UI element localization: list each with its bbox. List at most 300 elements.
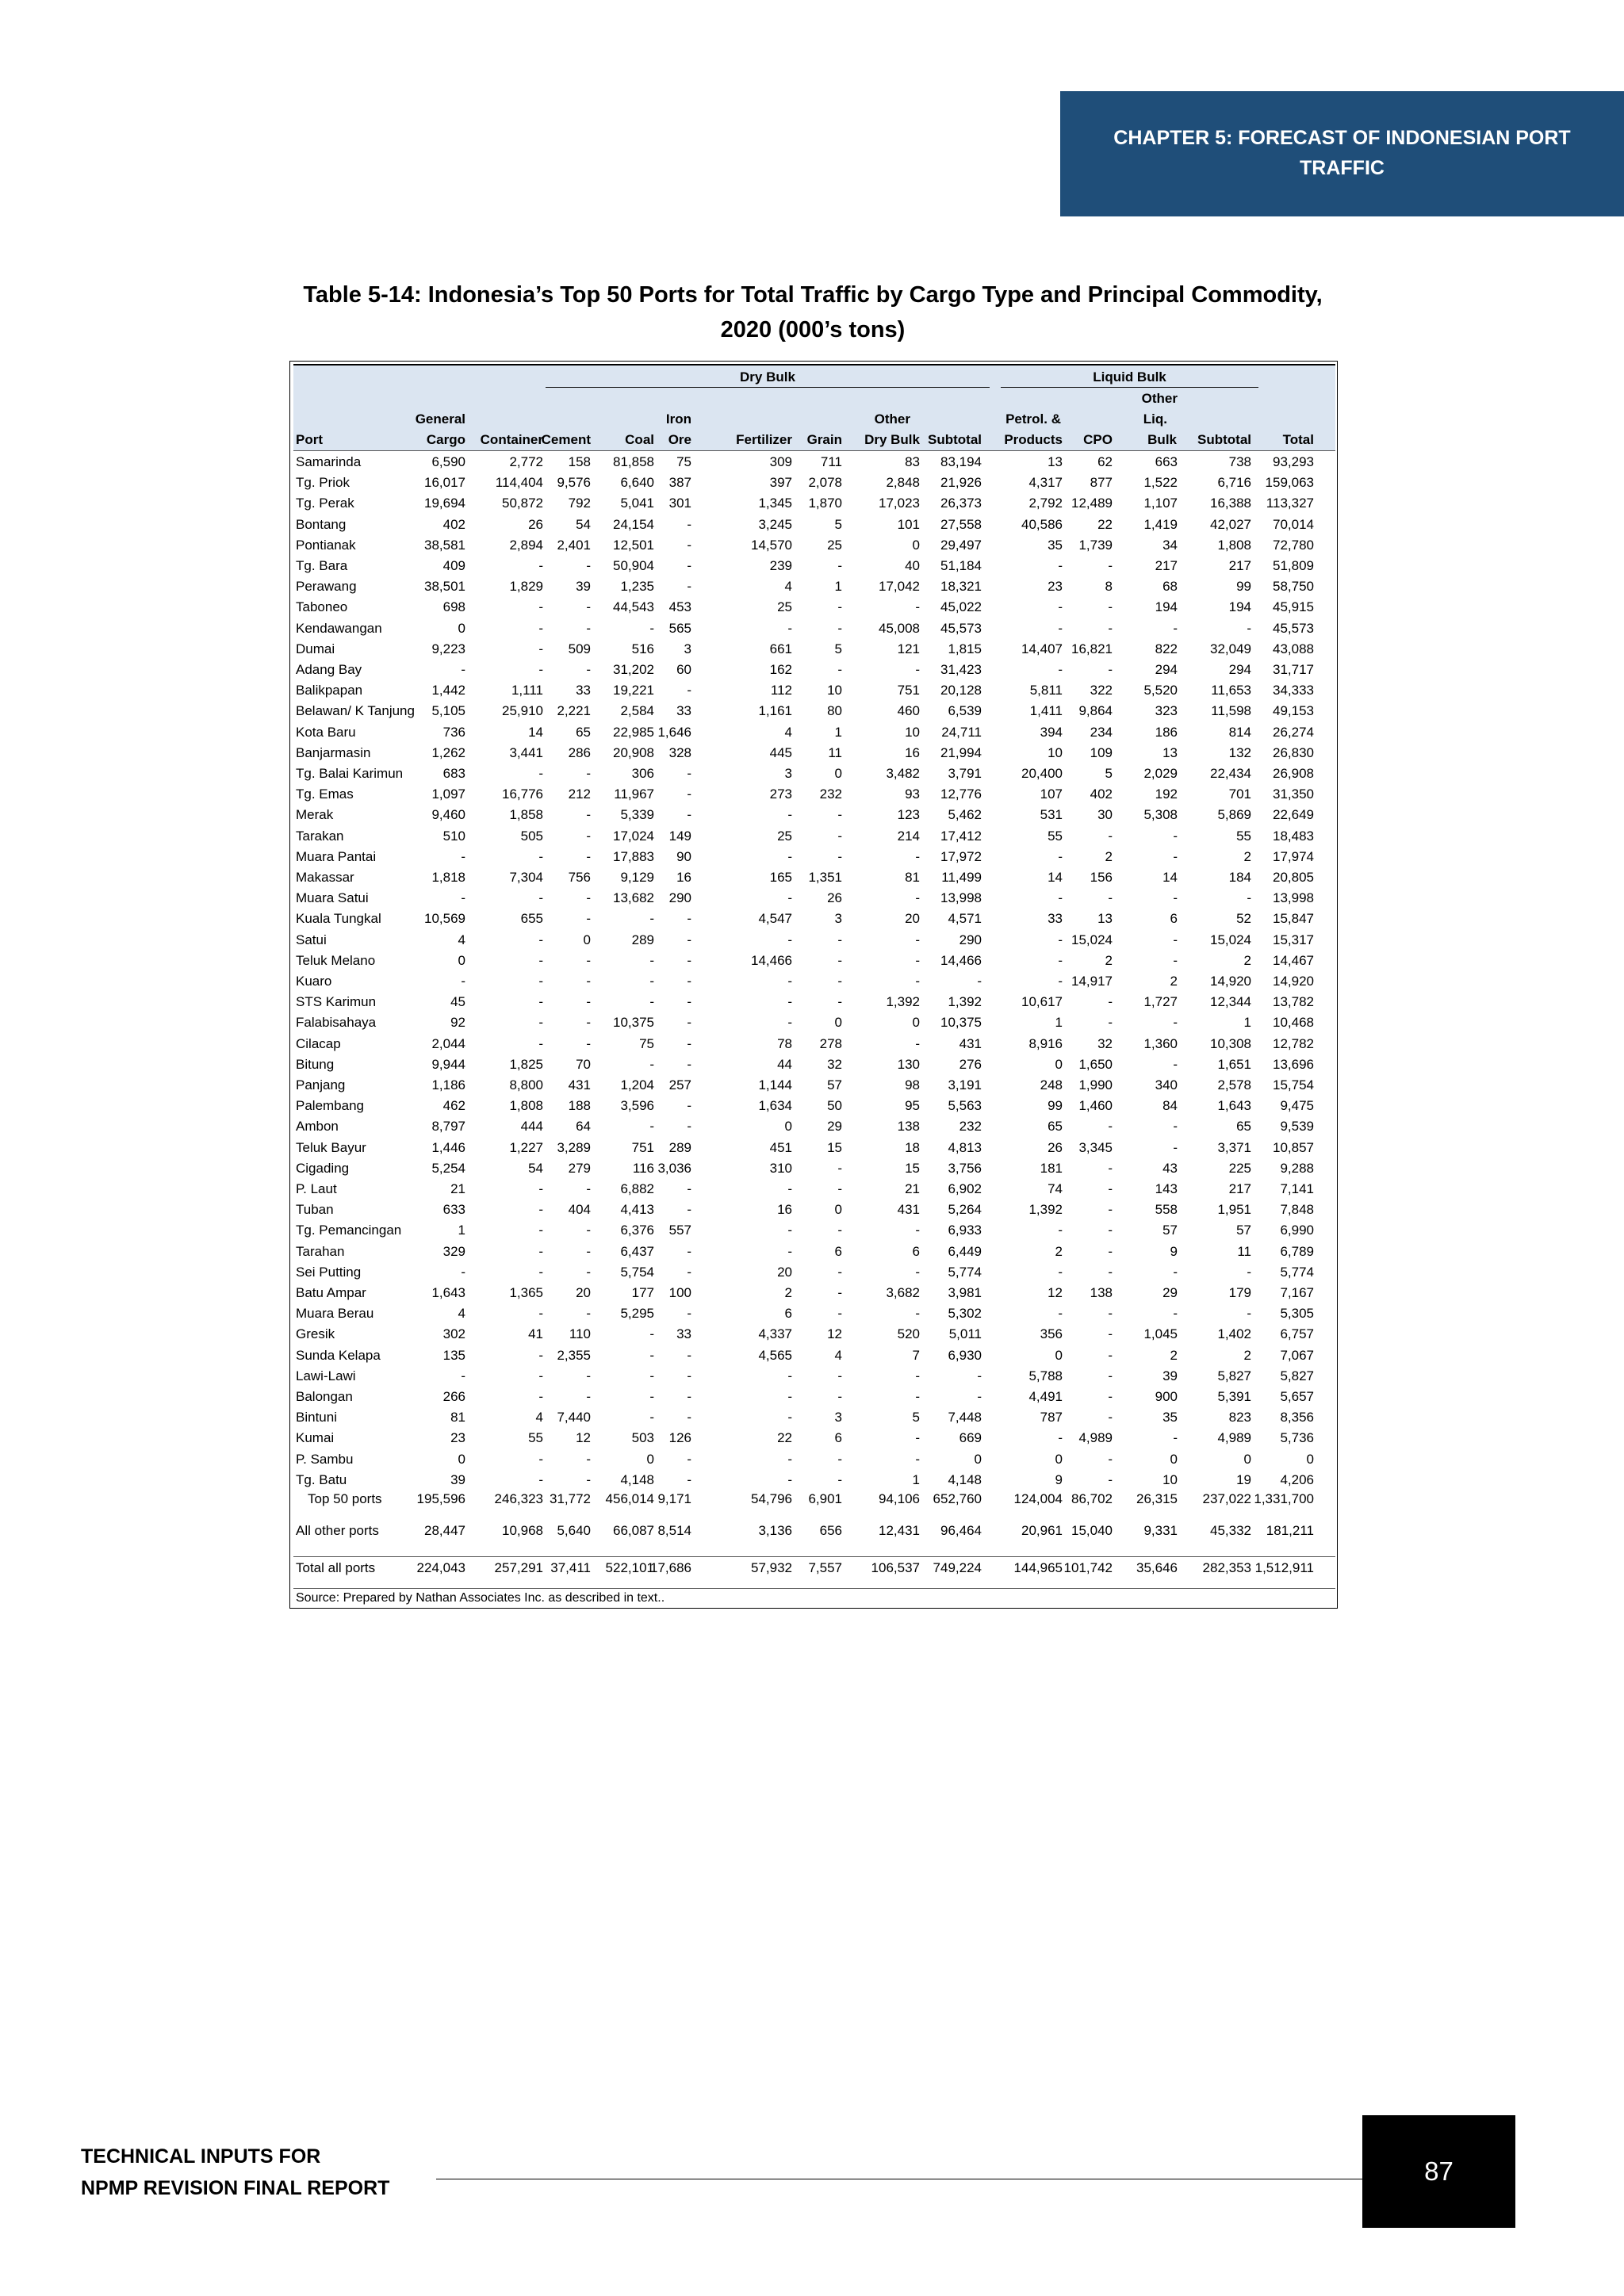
cell-cement: - [586, 952, 591, 968]
cell-iron: - [687, 1306, 691, 1322]
cell-total: 6,789 [1280, 1243, 1314, 1259]
table-row [293, 930, 1335, 951]
cell-coal: 66,087 [613, 1523, 654, 1538]
table-row [293, 1449, 1335, 1470]
cell-port: Tg. Emas [296, 786, 354, 802]
table-row [293, 452, 1335, 473]
cell-dry-subtotal: 14,466 [940, 952, 982, 968]
cell-liq-subtotal: 217 [1228, 558, 1251, 573]
cell-total: 7,167 [1280, 1285, 1314, 1300]
cell-liq-subtotal: 294 [1228, 662, 1251, 677]
cell-liq-subtotal: 52 [1236, 911, 1251, 927]
cell-fertilizer: - [787, 974, 792, 989]
cell-grain: - [837, 1223, 842, 1238]
cell-total: 5,657 [1280, 1389, 1314, 1404]
cell-container: 26 [528, 516, 543, 532]
table-row [293, 680, 1335, 701]
cell-fertilizer: - [787, 620, 792, 636]
cell-cpo: - [1108, 828, 1113, 844]
table-row [293, 971, 1335, 992]
cell-container: 257,291 [494, 1560, 543, 1575]
cell-other-liq: - [1173, 890, 1178, 906]
cell-container: 54 [528, 1160, 543, 1176]
cell-cpo: - [1108, 1181, 1113, 1196]
cell-fertilizer: 165 [769, 870, 792, 885]
cell-other-liq: 1,045 [1143, 1326, 1178, 1342]
cell-cpo: 32 [1097, 1035, 1113, 1051]
cell-grain: - [837, 1368, 842, 1383]
cell-other-dry: - [915, 1389, 920, 1404]
cell-other-dry: 5 [912, 1410, 920, 1425]
cell-total: 26,274 [1273, 724, 1314, 740]
cell-petrol: - [1058, 848, 1063, 864]
col-head-port: Port [296, 432, 323, 447]
cell-other-dry: - [915, 662, 920, 677]
cell-iron: - [687, 1347, 691, 1363]
cell-container: 2,772 [509, 454, 543, 469]
table-row [293, 1116, 1335, 1137]
cell-total: 22,649 [1273, 807, 1314, 823]
cell-container: - [538, 1202, 543, 1218]
cell-fertilizer: 1,144 [758, 1077, 792, 1093]
table-row [293, 535, 1335, 556]
cell-iron: - [687, 1181, 691, 1196]
cell-general: 510 [442, 828, 465, 844]
cell-total: 15,754 [1273, 1077, 1314, 1093]
chapter-title-line1: CHAPTER 5: FORECAST OF INDONESIAN PORT [1113, 127, 1571, 149]
cell-iron: - [687, 932, 691, 947]
cell-general: - [461, 1368, 465, 1383]
cell-cement: 39 [576, 579, 591, 595]
cell-iron: - [687, 537, 691, 553]
cell-cement: - [586, 620, 591, 636]
cell-other-liq: 57 [1162, 1223, 1178, 1238]
cell-total: 5,305 [1280, 1306, 1314, 1322]
cell-dry-subtotal: 652,760 [933, 1491, 982, 1506]
cell-dry-subtotal: 1,815 [948, 641, 982, 656]
cell-grain: 80 [827, 703, 842, 719]
cell-coal: 11,967 [614, 786, 654, 802]
col-head-dry-subtotal: Subtotal [928, 432, 982, 447]
cell-other-liq: 186 [1155, 724, 1178, 740]
cell-dry-subtotal: 45,573 [940, 620, 982, 636]
cell-cpo: - [1108, 1389, 1113, 1404]
cell-liq-subtotal: 11,653 [1211, 683, 1251, 698]
cell-port: Lawi-Lawi [296, 1368, 356, 1383]
cell-total: 45,573 [1273, 620, 1314, 636]
cell-fertilizer: 22 [777, 1430, 792, 1446]
cell-other-dry: 94,106 [879, 1491, 920, 1506]
cell-iron: 565 [668, 620, 691, 636]
cell-total: 9,475 [1280, 1098, 1314, 1114]
cell-other-dry: 121 [897, 641, 920, 656]
cell-other-dry: 81 [905, 870, 920, 885]
footer-line1: TECHNICAL INPUTS FOR [81, 2145, 321, 2168]
cell-other-liq: 192 [1155, 786, 1178, 802]
cell-container: 2,894 [509, 537, 543, 553]
table-top-rule [293, 364, 1335, 365]
table-row [293, 826, 1335, 847]
cell-fertilizer: - [787, 890, 792, 906]
cell-coal: - [649, 1368, 654, 1383]
cell-grain: 11 [828, 744, 842, 760]
cell-liq-subtotal: 132 [1228, 744, 1251, 760]
cell-coal: 4,148 [620, 1471, 654, 1487]
cell-port: P. Laut [296, 1181, 337, 1196]
col-head-other-liq-1: Other [1141, 391, 1178, 406]
cell-other-dry: 12,431 [879, 1523, 920, 1538]
cell-iron: 33 [676, 1326, 691, 1342]
cell-other-dry: 10 [905, 724, 920, 740]
cell-cpo: 2 [1105, 848, 1113, 864]
cell-general: 1,442 [431, 683, 465, 698]
cell-iron: - [687, 766, 691, 781]
cell-coal: 516 [631, 641, 654, 656]
col-head-cement: Cement [541, 432, 591, 447]
cell-container: 505 [520, 828, 543, 844]
total-row-all-ports [293, 1558, 1335, 1578]
cell-grain: 26 [827, 890, 842, 906]
page-number: 87 [1362, 2115, 1515, 2228]
group-label-dry-bulk: Dry Bulk [740, 369, 795, 385]
cell-other-dry: - [915, 890, 920, 906]
cell-other-dry: - [915, 974, 920, 989]
cell-container: 7,304 [509, 870, 543, 885]
cell-total: 13,998 [1273, 890, 1314, 906]
cell-grain: 232 [819, 786, 842, 802]
cell-grain: - [837, 994, 842, 1010]
cell-total: 45,915 [1273, 599, 1314, 615]
cell-port: Balongan [296, 1389, 353, 1404]
cell-dry-subtotal: 31,423 [940, 662, 982, 677]
cell-other-dry: 1,392 [886, 994, 920, 1010]
footer-line2: NPMP REVISION FINAL REPORT [81, 2177, 390, 2199]
cell-container: - [538, 848, 543, 864]
cell-general: 402 [442, 516, 465, 532]
cell-dry-subtotal: 6,449 [948, 1243, 982, 1259]
col-head-coal: Coal [625, 432, 654, 447]
cell-port: Tarakan [296, 828, 344, 844]
cell-dry-subtotal: 5,302 [948, 1306, 982, 1322]
cell-total: 10,857 [1273, 1139, 1314, 1155]
cell-dry-subtotal: 26,373 [940, 496, 982, 511]
cell-cpo: - [1108, 1471, 1113, 1487]
cell-cement: - [586, 911, 591, 927]
cell-container: - [538, 1471, 543, 1487]
cell-general: - [461, 890, 465, 906]
cell-petrol: - [1058, 1306, 1063, 1322]
cell-petrol: 0 [1055, 1347, 1063, 1363]
cell-grain: - [837, 952, 842, 968]
cell-cement: 65 [576, 724, 591, 740]
cell-cpo: - [1108, 599, 1113, 615]
cell-iron: - [687, 1243, 691, 1259]
cell-container: - [538, 1347, 543, 1363]
cell-other-dry: 1 [912, 1471, 920, 1487]
cell-port: Cigading [296, 1160, 350, 1176]
cell-other-dry: 93 [905, 786, 920, 802]
cell-other-dry: 101 [897, 516, 920, 532]
table-title-line2: 2020 (000’s tons) [720, 317, 906, 342]
cell-coal: 9,129 [620, 870, 654, 885]
cell-total: 31,350 [1273, 786, 1314, 802]
cell-fertilizer: 4,547 [758, 911, 792, 927]
cell-liq-subtotal: 1,402 [1217, 1326, 1251, 1342]
cell-fertilizer: - [787, 807, 792, 823]
table-row [293, 784, 1335, 805]
cell-general: 2,044 [431, 1035, 465, 1051]
cell-cpo: - [1108, 1347, 1113, 1363]
cell-cpo: 9,864 [1078, 703, 1113, 719]
cell-iron: 8,514 [657, 1523, 691, 1538]
cell-petrol: 20,400 [1021, 766, 1063, 781]
cell-cement: 7,440 [557, 1410, 591, 1425]
cell-other-liq: 558 [1155, 1202, 1178, 1218]
cell-iron: 557 [668, 1223, 691, 1238]
cell-iron: 290 [668, 890, 691, 906]
cell-general: 5,254 [431, 1160, 465, 1176]
cell-cement: - [586, 1264, 591, 1280]
cell-total: 20,805 [1273, 870, 1314, 885]
cell-dry-subtotal: 5,774 [948, 1264, 982, 1280]
cell-petrol: - [1058, 932, 1063, 947]
cell-other-liq: - [1173, 932, 1178, 947]
cell-other-dry: 123 [897, 807, 920, 823]
cell-container: - [538, 1368, 543, 1383]
cell-port: Falabisahaya [296, 1015, 377, 1031]
cell-cement: 431 [568, 1077, 591, 1093]
cell-total: 31,717 [1273, 662, 1314, 677]
cell-grain: 6 [834, 1243, 842, 1259]
cell-general: - [461, 662, 465, 677]
cell-general: 9,223 [431, 641, 465, 656]
table-row [293, 1054, 1335, 1075]
cell-iron: - [687, 683, 691, 698]
cell-coal: 751 [631, 1139, 654, 1155]
cell-liq-subtotal: 194 [1228, 599, 1251, 615]
cell-iron: - [687, 1410, 691, 1425]
cell-dry-subtotal: 83,194 [940, 454, 982, 469]
cell-grain: 6,901 [808, 1491, 842, 1506]
table-row [293, 1200, 1335, 1220]
cell-cpo: - [1108, 1451, 1113, 1467]
cell-container: 655 [520, 911, 543, 927]
cell-total: 18,483 [1273, 828, 1314, 844]
cell-cement: 212 [568, 786, 591, 802]
cell-container: - [538, 1306, 543, 1322]
cell-grain: 15 [827, 1139, 842, 1155]
col-head-container: Container [480, 432, 543, 447]
cell-cement: 286 [568, 744, 591, 760]
table-footer-rule [293, 1556, 1335, 1557]
cell-cpo: - [1108, 994, 1113, 1010]
cell-coal: 177 [631, 1285, 654, 1300]
cell-liq-subtotal: 16,388 [1210, 496, 1251, 511]
cell-fertilizer: 2 [784, 1285, 792, 1300]
col-head-other-dry-2: Dry Bulk [864, 432, 920, 447]
cell-liq-subtotal: 57 [1236, 1223, 1251, 1238]
cell-other-liq: 1,419 [1143, 516, 1178, 532]
cell-coal: 75 [639, 1035, 654, 1051]
cell-cement: - [586, 766, 591, 781]
cell-cpo: - [1108, 1223, 1113, 1238]
cell-coal: - [649, 952, 654, 968]
cell-coal: 81,858 [613, 454, 654, 469]
cell-cpo: - [1108, 1015, 1113, 1031]
cell-port: Belawan/ K Tanjung [296, 703, 415, 719]
cell-cpo: 101,742 [1063, 1560, 1113, 1575]
cell-total: 7,848 [1280, 1202, 1314, 1218]
cell-general: 0 [458, 1451, 465, 1467]
cell-fertilizer: 239 [769, 558, 792, 573]
cell-coal: 20,908 [613, 744, 654, 760]
table-row [293, 847, 1335, 867]
cell-iron: - [687, 558, 691, 573]
cell-cpo: 138 [1090, 1285, 1113, 1300]
cell-petrol: 5,788 [1028, 1368, 1063, 1383]
cell-fertilizer: 14,466 [751, 952, 792, 968]
cell-port: Bontang [296, 516, 347, 532]
cell-grain: 7,557 [808, 1560, 842, 1575]
cell-cpo: 30 [1097, 807, 1113, 823]
cell-grain: - [837, 1160, 842, 1176]
cell-other-liq: 35,646 [1136, 1560, 1178, 1575]
cell-petrol: - [1058, 1223, 1063, 1238]
source-rule [293, 1588, 1335, 1589]
cell-other-liq: 0 [1170, 1451, 1178, 1467]
cell-petrol: 10 [1048, 744, 1063, 760]
cell-coal: 50,904 [613, 558, 654, 573]
cell-other-liq: 1,107 [1143, 496, 1178, 511]
cell-petrol: 14,407 [1021, 641, 1063, 656]
cell-other-liq: - [1173, 1119, 1178, 1135]
cell-dry-subtotal: 12,776 [940, 786, 982, 802]
cell-port: Banjarmasin [296, 744, 371, 760]
cell-iron: - [687, 1368, 691, 1383]
cell-petrol: 124,004 [1013, 1491, 1063, 1506]
cell-coal: 31,202 [613, 662, 654, 677]
cell-fertilizer: 661 [769, 641, 792, 656]
cell-coal: 10,375 [613, 1015, 654, 1031]
cell-container: 1,808 [509, 1098, 543, 1114]
cell-other-liq: 2,029 [1143, 766, 1178, 781]
cell-general: 462 [442, 1098, 465, 1114]
cell-iron: 301 [668, 496, 691, 511]
cell-liq-subtotal: 1,643 [1217, 1098, 1251, 1114]
table-row [293, 909, 1335, 929]
cell-cement: - [586, 890, 591, 906]
table-row [293, 1470, 1335, 1490]
cell-coal: - [649, 974, 654, 989]
cell-dry-subtotal: 20,128 [940, 683, 982, 698]
cell-dry-subtotal: 6,930 [948, 1347, 982, 1363]
table-source-note: Source: Prepared by Nathan Associates Inc. as described in text.. [296, 1591, 665, 1605]
cell-coal: 3,596 [620, 1098, 654, 1114]
cell-container: - [538, 1181, 543, 1196]
cell-fertilizer: 25 [777, 828, 792, 844]
col-head-other-dry-1: Other [874, 411, 910, 427]
table-row [293, 1407, 1335, 1428]
cell-iron: - [687, 1098, 691, 1114]
table-row [293, 722, 1335, 743]
cell-cement: 2,355 [557, 1347, 591, 1363]
cell-total: 159,063 [1265, 475, 1314, 491]
cell-dry-subtotal: 17,412 [940, 828, 982, 844]
cell-liq-subtotal: 55 [1236, 828, 1251, 844]
cell-other-dry: 460 [897, 703, 920, 719]
cell-grain: - [837, 848, 842, 864]
cell-grain: 3 [834, 911, 842, 927]
cell-container: - [538, 620, 543, 636]
cell-fertilizer: - [787, 1368, 792, 1383]
cell-fertilizer: - [787, 1451, 792, 1467]
cell-petrol: 65 [1048, 1119, 1063, 1135]
cell-grain: 2,078 [808, 475, 842, 491]
cell-petrol: 26 [1048, 1139, 1063, 1155]
cell-other-dry: 15 [905, 1160, 920, 1176]
cell-liq-subtotal: 217 [1228, 1181, 1251, 1196]
cell-petrol: 35 [1048, 537, 1063, 553]
chapter-banner [1060, 91, 1624, 216]
cell-cement: 64 [576, 1119, 591, 1135]
cell-grain: - [837, 1471, 842, 1487]
total-row-other-ports [293, 1521, 1335, 1541]
cell-cpo: 15,024 [1071, 932, 1113, 947]
cell-other-dry: 98 [905, 1077, 920, 1093]
cell-general: 1 [458, 1223, 465, 1238]
cell-cpo: 402 [1090, 786, 1113, 802]
cell-other-dry: 0 [912, 537, 920, 553]
cell-cpo: 156 [1090, 870, 1113, 885]
cell-cpo: 1,650 [1078, 1056, 1113, 1072]
cell-container: 1,111 [511, 683, 543, 698]
table-row [293, 639, 1335, 660]
cell-liq-subtotal: - [1247, 1306, 1251, 1322]
cell-cpo: 1,460 [1078, 1098, 1113, 1114]
cell-liq-subtotal: 2 [1243, 848, 1251, 864]
cell-container: 8,800 [509, 1077, 543, 1093]
cell-port: Tarahan [296, 1243, 345, 1259]
cell-coal: 1,235 [620, 579, 654, 595]
cell-general: 135 [442, 1347, 465, 1363]
cell-liq-subtotal: 12,344 [1210, 994, 1251, 1010]
cell-other-liq: 900 [1155, 1389, 1178, 1404]
cell-port: Sunda Kelapa [296, 1347, 381, 1363]
col-head-iron-2: Ore [668, 432, 691, 447]
cell-port: Gresik [296, 1326, 335, 1342]
table-row [293, 1220, 1335, 1241]
cell-port: Panjang [296, 1077, 346, 1093]
cell-container: - [538, 974, 543, 989]
cell-coal: 0 [646, 1451, 654, 1467]
cell-grain: 1 [834, 724, 842, 740]
cell-liq-subtotal: 179 [1228, 1285, 1251, 1300]
table-row [293, 1303, 1335, 1324]
cell-cement: - [586, 807, 591, 823]
cell-other-dry: 40 [905, 558, 920, 573]
cell-container: 114,404 [495, 475, 543, 491]
cell-dry-subtotal: 7,448 [948, 1410, 982, 1425]
cell-petrol: - [1058, 599, 1063, 615]
cell-port: Tuban [296, 1202, 334, 1218]
cell-grain: 5 [834, 641, 842, 656]
table-row [293, 1242, 1335, 1262]
group-line-dry-bulk [546, 387, 990, 388]
cell-other-liq: 294 [1155, 662, 1178, 677]
cell-other-dry: 17,042 [879, 579, 920, 595]
cell-liq-subtotal: 814 [1228, 724, 1251, 740]
cell-coal: 44,543 [613, 599, 654, 615]
